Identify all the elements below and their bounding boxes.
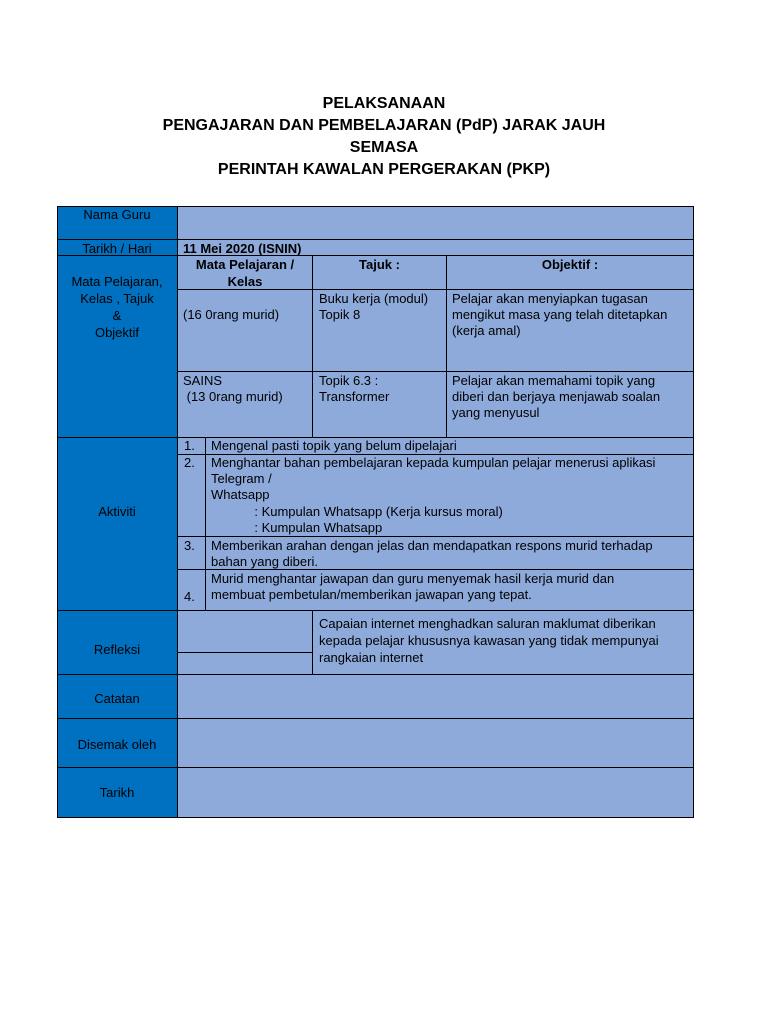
label-tarikh: Tarikh bbox=[99, 785, 135, 800]
row2-subject-line1: SAINS bbox=[183, 373, 223, 388]
header-objektif: Objektif : bbox=[541, 257, 599, 272]
label-refleksi: Refleksi bbox=[93, 642, 141, 657]
refleksi-line3: rangkaian internet bbox=[319, 650, 424, 665]
row1-objective-line3: (kerja amal) bbox=[452, 323, 521, 338]
activity-3-line1: Memberikan arahan dengan jelas dan mendapatkan respons murid terhadap bbox=[211, 538, 653, 553]
row1-objective-line1: Pelajar akan menyiapkan tugasan bbox=[452, 291, 648, 306]
label-mata-pelajaran bbox=[57, 273, 177, 341]
activity-1-line1: Mengenal pasti topik yang belum dipelajari bbox=[211, 438, 457, 453]
title-line-1: PELAKSANAAN bbox=[322, 95, 446, 112]
label-mata-pelajaran-line3: & bbox=[112, 308, 122, 323]
activity-2-line2: Telegram / bbox=[211, 471, 272, 486]
row2-topic-line2: Transformer bbox=[319, 389, 390, 404]
row2-objective-line2: diberi dan berjaya menjawab soalan bbox=[452, 389, 661, 404]
header-col1-line2: Kelas bbox=[227, 274, 263, 289]
document-title bbox=[0, 93, 768, 181]
title-line-3: SEMASA bbox=[349, 139, 419, 156]
label-aktiviti: Aktiviti bbox=[98, 504, 136, 519]
row2-objective-line1: Pelajar akan memahami topik yang bbox=[452, 373, 656, 388]
activity-2-number: 2. bbox=[184, 455, 195, 470]
refleksi-line2: kepada pelajar khususnya kawasan yang tidak mempunyai bbox=[319, 633, 659, 648]
row1-topic-line1: Buku kerja (modul) bbox=[319, 291, 429, 306]
title-line-2: PENGAJARAN DAN PEMBELAJARAN (PdP) JARAK JAUH bbox=[162, 117, 606, 134]
header-col1-line1: Mata Pelajaran / bbox=[195, 257, 295, 272]
activity-3-line2: bahan yang diberi. bbox=[211, 554, 318, 569]
row1-subject-line2: (16 0rang murid) bbox=[183, 307, 280, 322]
label-mata-pelajaran-line1: Mata Pelajaran, bbox=[71, 274, 163, 289]
activity-2-line5: : Kumpulan Whatsapp bbox=[211, 520, 383, 535]
label-tarikh-hari: Tarikh / Hari bbox=[82, 241, 152, 256]
row2-objective-line3: yang menyusul bbox=[452, 405, 540, 420]
activity-2-line1: Menghantar bahan pembelajaran kepada kumpulan pelajar menerusi aplikasi bbox=[211, 455, 656, 470]
row1-topic-line2: Topik 8 bbox=[319, 307, 361, 322]
activity-2-line3: Whatsapp bbox=[211, 487, 270, 502]
row2-topic-line1: Topik 6.3 : bbox=[319, 373, 379, 388]
label-disemak-oleh: Disemak oleh bbox=[77, 737, 157, 752]
activity-4-number: 4. bbox=[184, 589, 195, 604]
activity-2-line4: : Kumpulan Whatsapp (Kerja kursus moral) bbox=[211, 504, 503, 519]
header-mata-pelajaran bbox=[178, 256, 312, 290]
label-mata-pelajaran-line2: Kelas , Tajuk bbox=[80, 291, 154, 306]
row2-subject-line2: (13 0rang murid) bbox=[183, 389, 283, 404]
activity-3-number: 3. bbox=[184, 538, 195, 553]
refleksi-line1: Capaian internet menghadkan saluran maklumat diberikan bbox=[319, 616, 656, 631]
lesson-plan-table bbox=[57, 206, 694, 818]
label-mata-pelajaran-line4: Objektif bbox=[94, 325, 140, 340]
title-line-4: PERINTAH KAWALAN PERGERAKAN (PKP) bbox=[217, 161, 551, 178]
date-value: 11 Mei 2020 (ISNIN) bbox=[183, 241, 302, 256]
activity-4-line1: Murid menghantar jawapan dan guru menyemak hasil kerja murid dan bbox=[211, 571, 615, 586]
label-catatan: Catatan bbox=[94, 691, 140, 706]
row1-objective-line2: mengikut masa yang telah ditetapkan bbox=[452, 307, 668, 322]
header-tajuk: Tajuk : bbox=[359, 257, 400, 272]
activity-4-line2: membuat pembetulan/memberikan jawapan yang tepat. bbox=[211, 587, 532, 602]
activity-1-number: 1. bbox=[184, 438, 195, 453]
label-nama-guru: Nama Guru bbox=[83, 207, 151, 222]
